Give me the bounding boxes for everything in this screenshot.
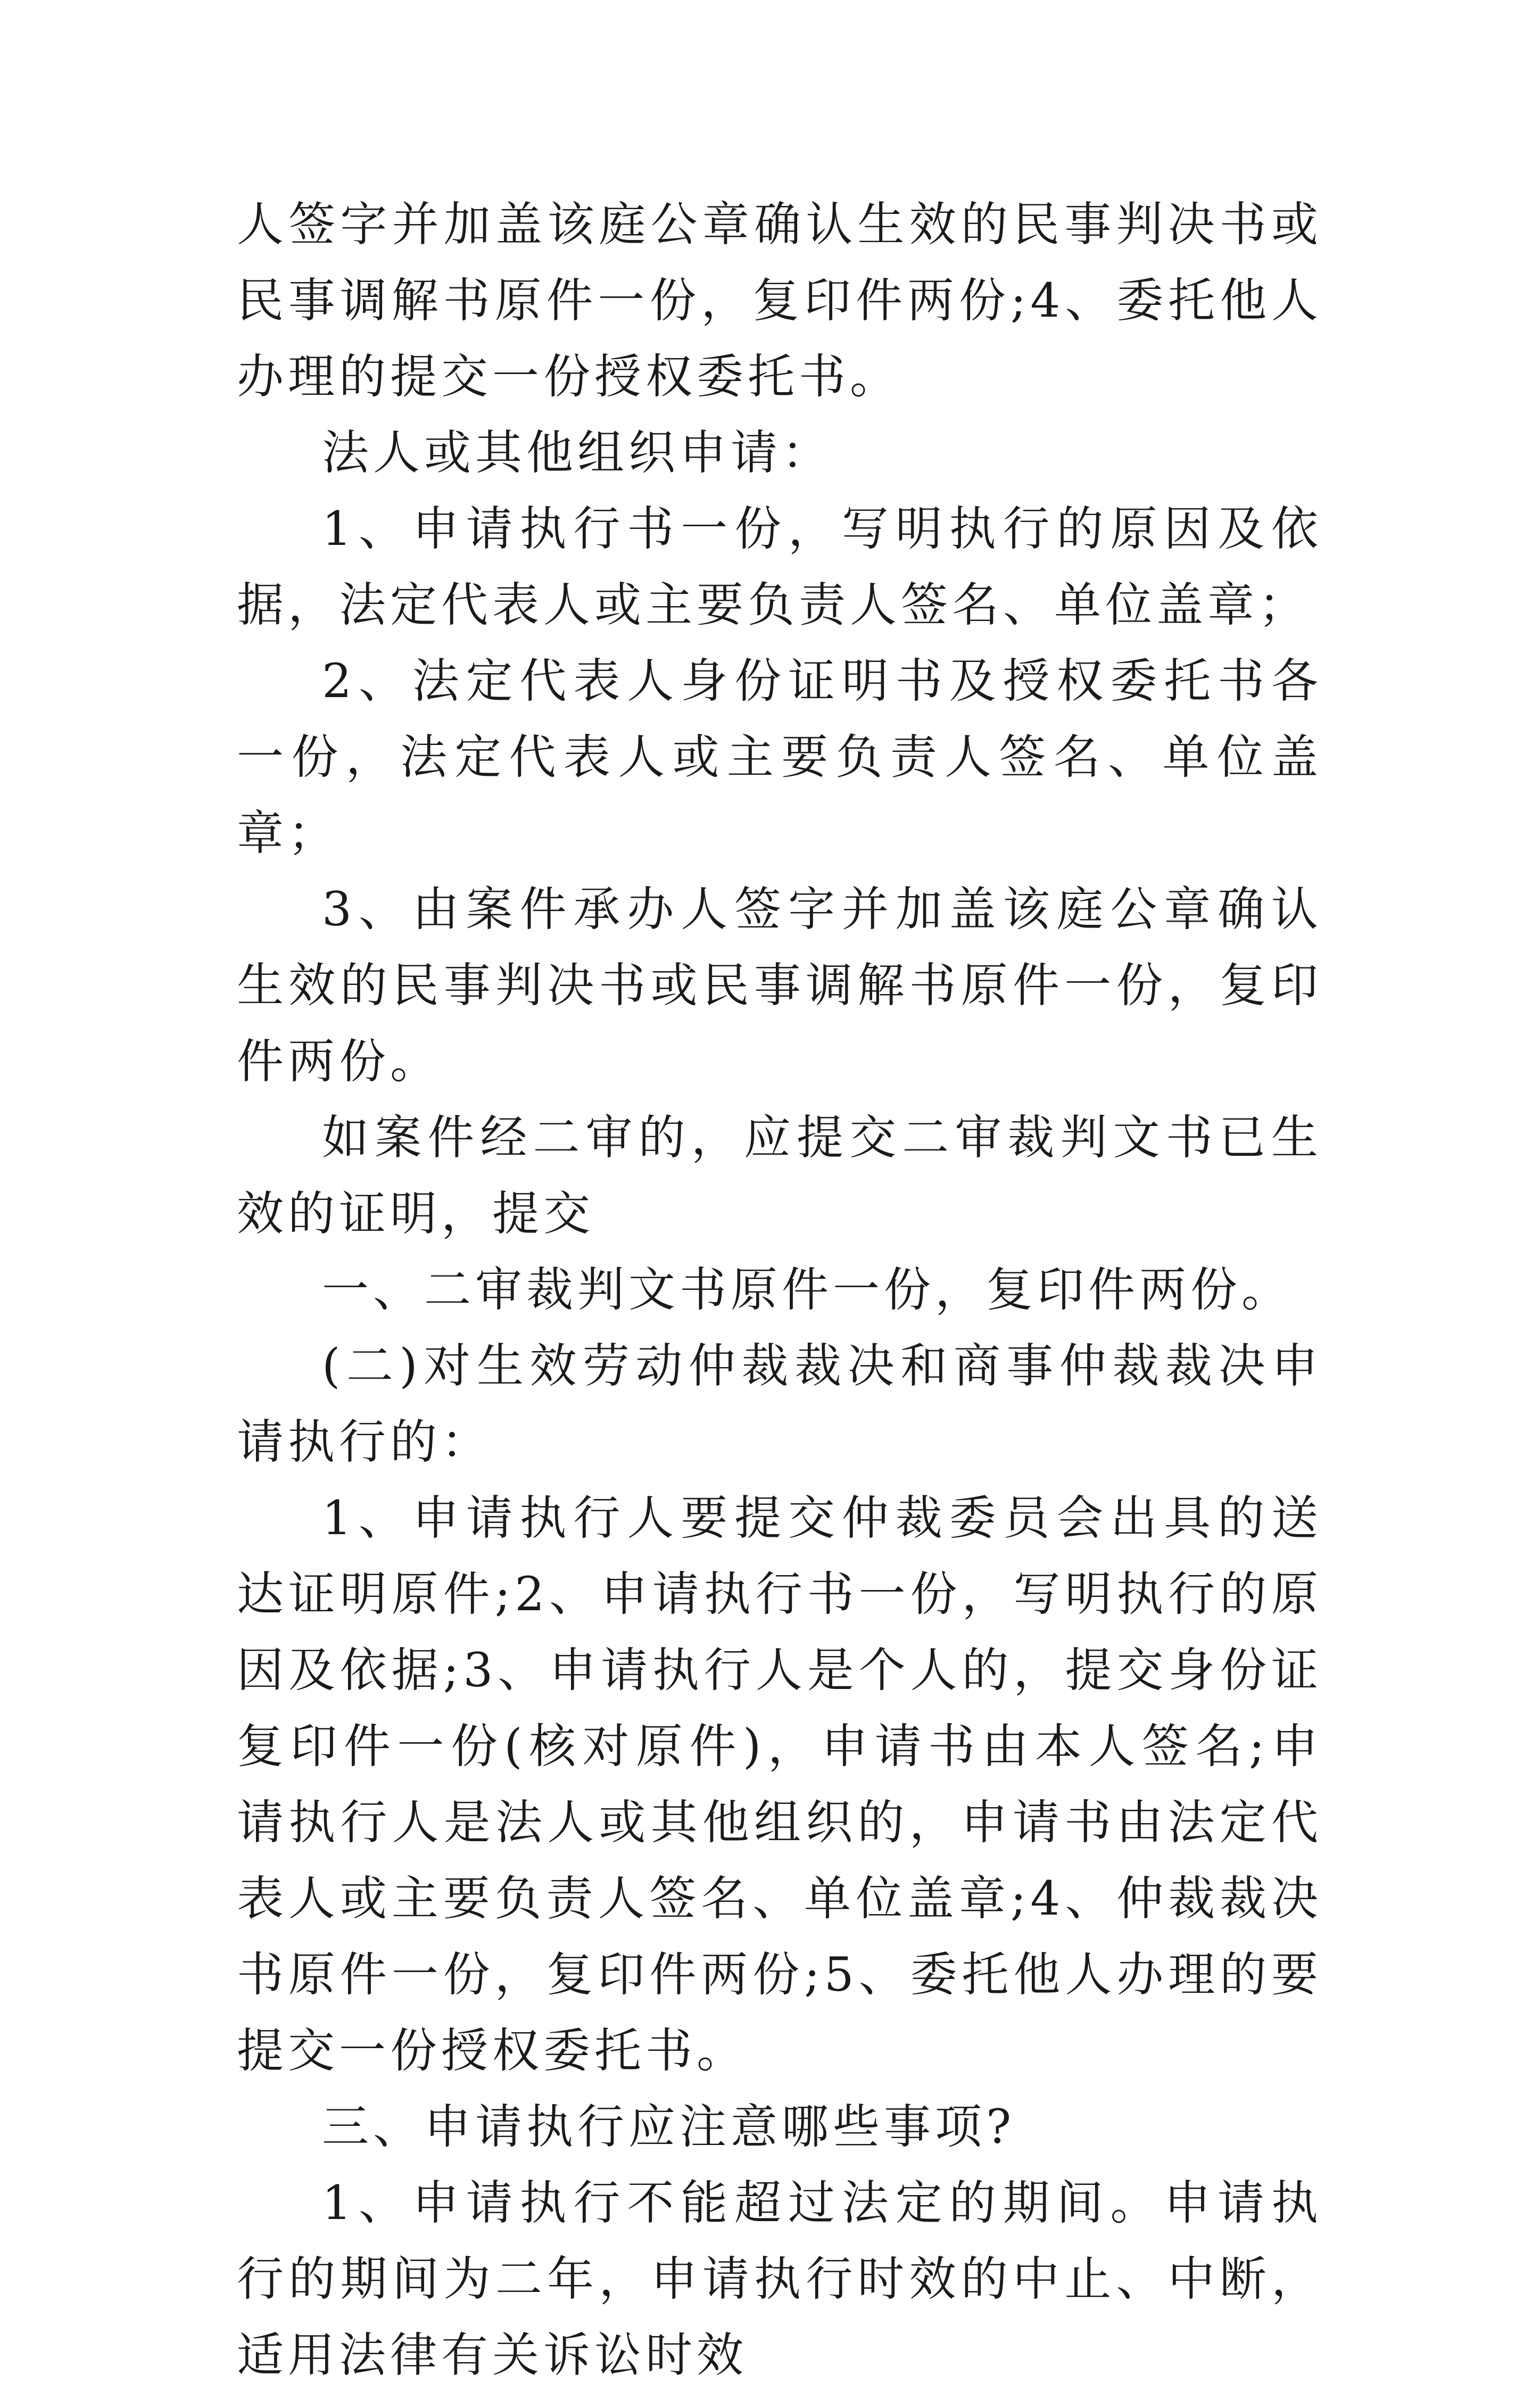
paragraph: 3、由案件承办人签字并加盖该庭公章确认生效的民事判决书或民事调解书原件一份，复印件两份。 [237, 882, 1322, 1089]
paragraph: 法人或其他组织申请： [322, 425, 833, 480]
paragraph: 一、二审裁判文书原件一份，复印件两份。 [322, 1262, 1293, 1317]
section-heading: 三、申请执行应注意哪些事项? [322, 2099, 1016, 2154]
paragraph: 1、申请执行人要提交仲裁委员会出具的送达证明原件;2、申请执行书一份，写明执行的原因及依据;3、申请执行人是个人的，提交身份证复印件一份(核对原件)，申请书由本人签名;申请执行人是法人或其他组织的，申请书由法定代表人或主要负责人签名、单位盖章;4、仲裁裁决书原件一份，复印件两份;5、委托他人办理的要提交一份授权委托书。 [237, 1491, 1322, 2078]
paragraph: 如案件经二审的，应提交二审裁判文书已生效的证明，提交 [237, 1110, 1322, 1241]
paragraph: 2、法定代表人身份证明书及授权委托书各一份，法定代表人或主要负责人签名、单位盖章； [237, 653, 1322, 860]
paragraph: 1、申请执行书一份，写明执行的原因及依据，法定代表人或主要负责人签名、单位盖章； [237, 501, 1322, 632]
document-body [237, 186, 1322, 2393]
paragraph: 人签字并加盖该庭公章确认生效的民事判决书或民事调解书原件一份，复印件两份;4、委托他人办理的提交一份授权委托书。 [237, 197, 1322, 404]
paragraph: (二)对生效劳动仲裁裁决和商事仲裁裁决申请执行的： [237, 1338, 1322, 1469]
paragraph: 1、申请执行不能超过法定的期间。申请执行的期间为二年，申请执行时效的中止、中断，适用法律有关诉讼时效 [237, 2175, 1322, 2382]
